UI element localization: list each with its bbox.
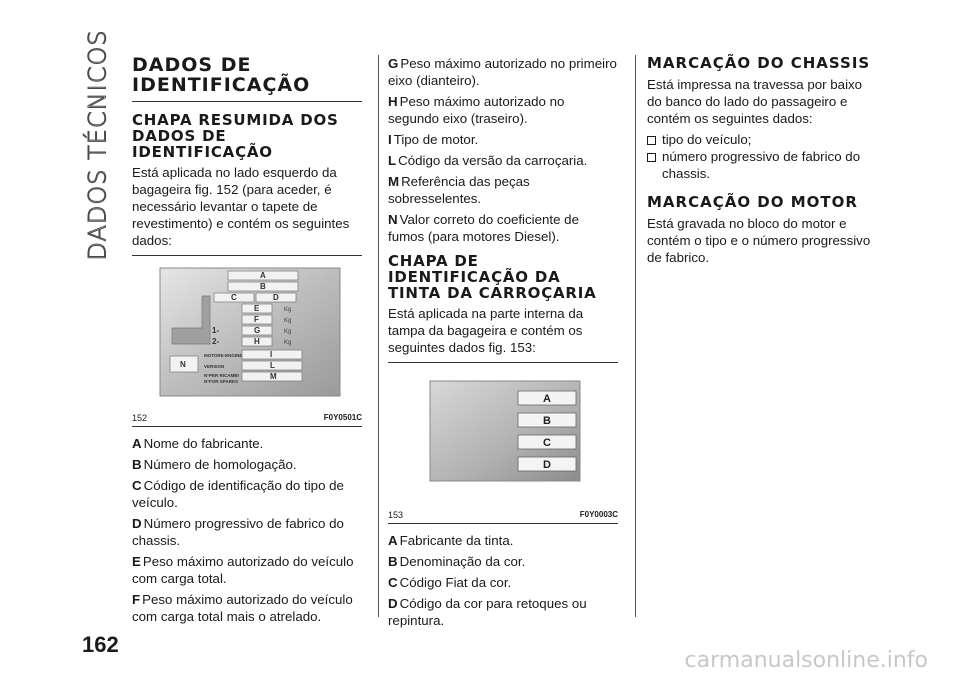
plate-label-f: F [254,315,259,324]
legend-item: A Nome do fabricante. [132,436,264,451]
legend-item: B Denominação da cor. [388,554,526,569]
figure-caption [132,413,362,423]
plate-label-kg: Kg [284,329,292,335]
legend-item: N Valor correto do coeficiente de fumos (para motores Diesel). [388,212,579,244]
legend-item: L Código da versão da carroçaria. [388,153,588,168]
section-side-tab-label: DADOS TÉCNICOS [84,29,112,261]
plate-label-l: L [270,361,275,370]
paint-plate-illustration [388,363,618,503]
engine-marking-text: Está gravada no bloco do motor e contém o tipo e o número progressivo de fabrico. [647,216,871,265]
figure-number: 152 [132,413,148,423]
paint-legend-list [388,532,618,629]
plate-label-e: E [254,304,260,313]
bullet-item: número progressivo de fabrico do chassis. [647,148,879,182]
watermark: carmanualsonline.info [684,648,928,673]
subsection-title: CHAPA RESUMIDA DOS DADOS DE IDENTIFICAÇÃO [132,111,339,161]
title-rule [132,101,362,102]
plate-label-h: H [254,337,260,346]
vin-plate-illustration [132,256,362,406]
plate-legend-list [132,435,362,625]
legend-item: C Código Fiat da cor. [388,575,512,590]
bullet-square-icon [647,153,656,162]
plate-label-c: C [231,293,237,302]
plate-label-kg: Kg [284,307,292,313]
figure-152 [132,255,362,427]
plate-label-spares: N°FOR SPARES [204,379,238,384]
plate-label-ricambi: N°PER RICAMBI [204,373,239,378]
column-separator [378,55,379,617]
section-side-tab [84,29,112,261]
plate-label-kg: Kg [284,340,292,346]
paint-label-c: C [543,437,551,449]
column-separator [635,55,636,617]
plate-label-n: N [180,360,186,369]
figure-number: 153 [388,510,404,520]
engine-marking-title: MARCAÇÃO DO MOTOR [647,193,858,211]
chassis-marking-title: MARCAÇÃO DO CHASSIS [647,54,871,72]
plate-label-two: 2- [212,337,220,346]
legend-item: F Peso máximo autorizado do veículo com carga total mais o atrelado. [132,592,353,624]
plate-label-one: 1- [212,326,220,335]
figure-code: F0Y0003C [579,510,618,519]
column-3 [647,55,879,270]
legend-item: B Número de homologação. [132,457,297,472]
plate-label-kg: Kg [284,318,292,324]
plate-label-a: A [260,271,266,280]
figure-caption [388,510,618,520]
column-1 [132,55,362,629]
plate-label-m: M [270,372,277,381]
legend-item: D Número progressivo de fabrico do chassis. [132,516,344,548]
legend-item: I Tipo de motor. [388,132,479,147]
section-title: DADOS DE IDENTIFICAÇÃO [132,54,311,96]
intro-paragraph: Está aplicada na parte interna da tampa da bagageira e contém os seguintes dados fig. 153: [388,306,584,355]
intro-paragraph: Está aplicada no lado esquerdo da bagageira fig. 152 (para aceder, é necessário levantar o tapete de revestimento) e contém os seguintes dados: [132,165,350,248]
plate-label-i: I [270,350,273,359]
page-number: 162 [82,632,119,657]
column-2 [388,55,618,633]
figure-code: F0Y0501C [323,413,362,422]
legend-item: C Código de identificação do tipo de veículo. [132,478,344,510]
paint-label-a: A [543,393,551,405]
bullet-item: tipo do veículo; [647,131,879,148]
plate-label-d: D [273,293,279,302]
legend-item: G Peso máximo autorizado no primeiro eixo (dianteiro). [388,56,617,88]
chassis-marking-intro: Está impressa na travessa por baixo do banco do lado do passageiro e contém os seguintes dados: [647,77,863,126]
subsection-title: CHAPA DE IDENTIFICAÇÃO DA TINTA DA CARROÇARIA [388,252,597,302]
plate-label-b: B [260,282,266,291]
legend-item: D Código da cor para retoques ou repintura. [388,596,587,628]
legend-item: M Referência das peças sobresselentes. [388,174,530,206]
legend-item: H Peso máximo autorizado no segundo eixo (traseiro). [388,94,565,126]
plate-label-motore: MOTORE-ENGINE [204,353,243,358]
plate-label-g: G [254,326,261,335]
paint-label-b: B [543,415,551,427]
plate-legend-list-continued [388,55,618,245]
legend-item: E Peso máximo autorizado do veículo com carga total. [132,554,354,586]
plate-label-version: VERSION [204,364,225,369]
legend-item: A Fabricante da tinta. [388,533,514,548]
paint-label-d: D [543,459,551,471]
bullet-square-icon [647,136,656,145]
figure-153 [388,362,618,524]
